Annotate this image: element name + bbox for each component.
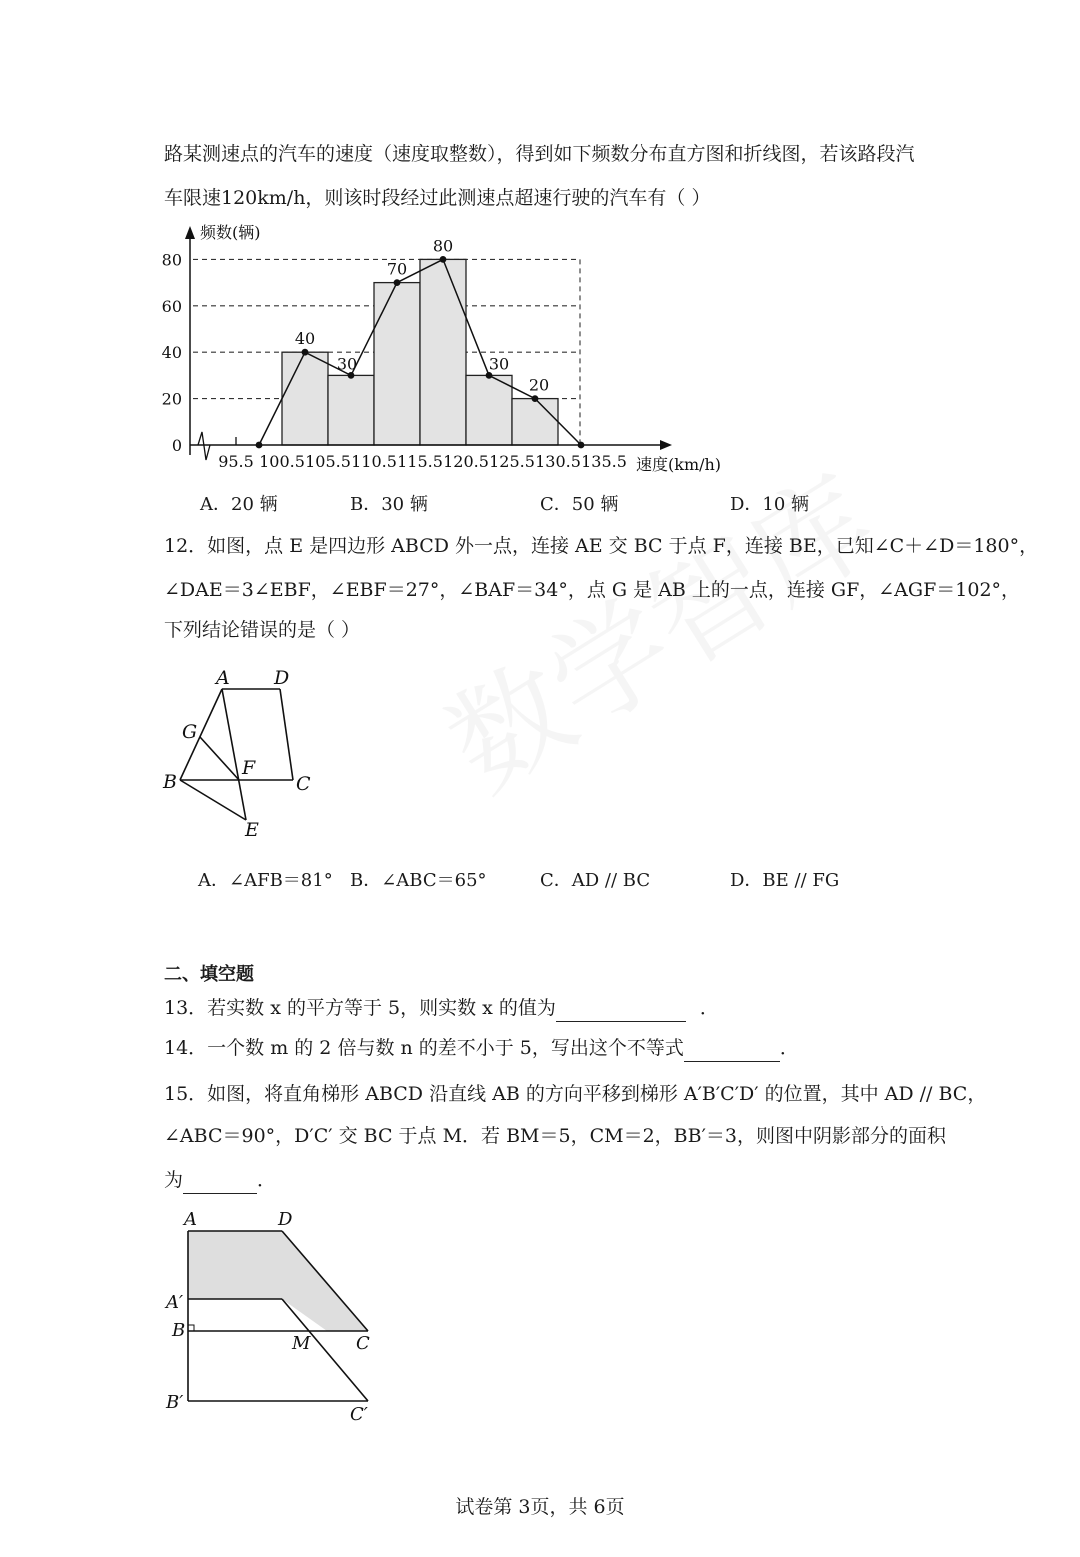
x-tick-label: 95.5 (218, 452, 254, 471)
label-b-prime: B′ (166, 1392, 184, 1413)
q11-choice-c: C．50 辆 (540, 494, 619, 515)
data-label: 20 (528, 375, 550, 395)
q15-line3 (164, 1166, 276, 1194)
q12-choice-d: D．BE // FG (730, 870, 840, 891)
polygon-point (440, 256, 447, 263)
data-label: 70 (386, 259, 408, 279)
q15-answer-blank[interactable] (183, 1173, 257, 1194)
page-footer: 试卷第 3页，共 6页 (455, 1496, 625, 1518)
y-axis-label: 频数(辆) (200, 223, 261, 242)
q11-choice-d: D．10 辆 (730, 494, 810, 515)
q12-choice-b: B．∠ABC＝65° (350, 870, 487, 891)
label-c: C (356, 1333, 370, 1354)
label-b: B (172, 1320, 186, 1341)
polygon-point (302, 349, 309, 356)
histogram-bar (328, 375, 374, 445)
label-a: A (184, 1209, 197, 1230)
data-label: 30 (488, 354, 510, 374)
q14-end: ． (779, 1037, 799, 1059)
polygon-point (578, 442, 585, 449)
x-tick-label: 105.5 (305, 452, 351, 471)
y-tick-label: 40 (161, 343, 182, 363)
x-axis-arrow (660, 440, 672, 450)
label-d: D (274, 667, 290, 689)
segment-dc (280, 689, 293, 780)
q11-choice-a: A．20 辆 (200, 494, 278, 515)
quadrilateral-figure (150, 660, 330, 845)
label-m: M (292, 1333, 311, 1354)
q15-end: ． (257, 1169, 277, 1191)
q13-text: 13．若实数 x 的平方等于 5，则实数 x 的值为 (164, 997, 556, 1019)
label-e: E (245, 819, 259, 841)
label-c: C (296, 773, 311, 795)
y-tick-label: 0 (171, 436, 182, 455)
q12-line3: 下列结论错误的是（ ） (164, 619, 361, 641)
trapezoid-translation-figure (150, 1200, 390, 1432)
data-label: 30 (336, 354, 358, 374)
data-label: 80 (432, 236, 454, 256)
y-tick-label: 60 (161, 296, 182, 316)
q11-line2: 车限速120km/h，则该时段经过此测速点超速行驶的汽车有（ ） (164, 187, 711, 209)
segment-ae (222, 689, 246, 820)
q13-answer-blank[interactable] (556, 1001, 686, 1022)
x-tick-label: 125.5 (489, 452, 535, 471)
x-axis-label: 速度(km/h) (636, 455, 722, 474)
q13-end: ． (699, 997, 719, 1019)
y-tick-label: 20 (161, 389, 182, 409)
q12-line2: ∠DAE＝3∠EBF，∠EBF＝27°，∠BAF＝34°，点 G 是 AB 上的一点，连接 GF，∠AGF＝102°， (164, 579, 1021, 601)
x-tick-label: 110.5 (351, 452, 397, 471)
q15-text: 为 (164, 1169, 184, 1191)
polygon-point (256, 442, 263, 449)
q12-choice-c: C．AD // BC (540, 870, 651, 891)
histogram-bar (466, 375, 512, 445)
shaded-region (188, 1231, 368, 1331)
q11-line1: 路某测速点的汽车的速度（速度取整数），得到如下频数分布直方图和折线图，若该路段汽 (164, 143, 915, 165)
label-b: B (163, 771, 177, 793)
right-angle-mark (188, 1325, 194, 1331)
q14 (164, 1034, 799, 1062)
frequency-histogram (150, 218, 750, 480)
segment-gf (200, 737, 239, 780)
q12-line1: 12．如图，点 E 是四边形 ABCD 外一点，连接 AE 交 BC 于点 F，连接 BE，已知∠C＋∠D＝180°， (164, 535, 1039, 557)
q11-choice-b: B．30 辆 (350, 494, 428, 515)
label-c-prime: C′ (350, 1404, 368, 1425)
x-tick-label: 100.5 (259, 452, 305, 471)
q14-answer-blank[interactable] (684, 1041, 780, 1062)
label-a: A (216, 667, 230, 689)
histogram-bar (374, 283, 420, 445)
q13 (164, 994, 719, 1022)
polygon-point (532, 395, 539, 402)
axis-break (198, 432, 210, 460)
watermark (411, 428, 901, 822)
q15-line1: 15．如图，将直角梯形 ABCD 沿直线 AB 的方向平移到梯形 A′B′C′D′ 的位置，其中 AD // BC， (164, 1083, 987, 1105)
histogram-bar (282, 352, 328, 445)
q14-text: 14．一个数 m 的 2 倍与数 n 的差不小于 5，写出这个不等式 (164, 1037, 684, 1059)
label-a-prime: A′ (166, 1292, 184, 1313)
label-f: F (242, 757, 256, 779)
q12-choice-a: A．∠AFB＝81° (198, 870, 333, 891)
histogram-bar (420, 259, 466, 445)
q15-line2: ∠ABC＝90°，D′C′ 交 BC 于点 M．若 BM＝5，CM＝2，BB′＝3，则图中阴影部分的面积 (164, 1125, 946, 1147)
label-d: D (278, 1209, 293, 1230)
segment-be (180, 780, 246, 820)
label-g: G (182, 721, 198, 743)
data-label: 40 (294, 329, 316, 349)
x-tick-label: 120.5 (443, 452, 489, 471)
x-tick-label: 130.5 (535, 452, 581, 471)
x-tick-label: 115.5 (397, 452, 443, 471)
polygon-point (394, 279, 401, 286)
x-tick-label: 135.5 (581, 452, 627, 471)
y-tick-label: 80 (161, 250, 182, 270)
histogram-bar (512, 399, 558, 445)
section-title: 二、填空题 (164, 964, 254, 985)
y-axis-arrow (185, 226, 195, 239)
